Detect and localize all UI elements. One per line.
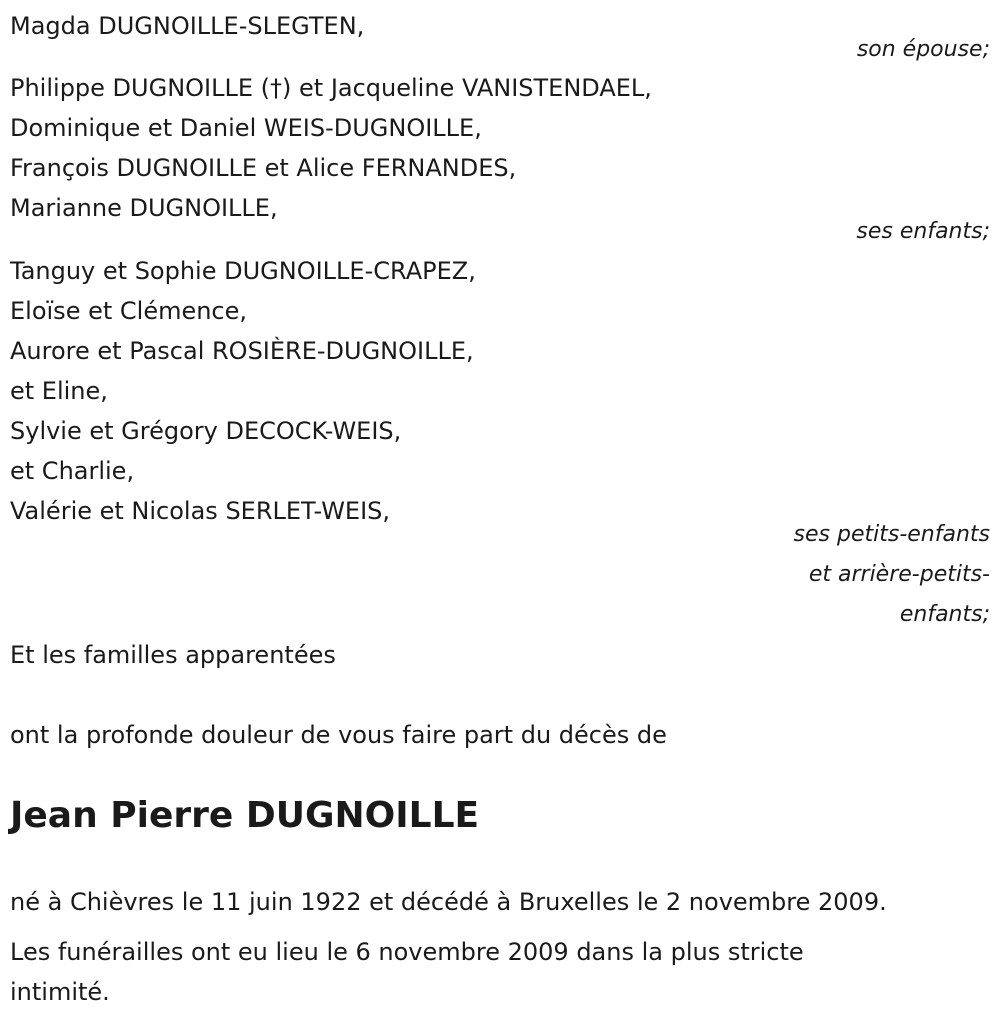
deceased-name: Jean Pierre DUGNOILLE	[10, 795, 480, 836]
grandchild-name: Aurore et Pascal ROSIÈRE-DUGNOILLE,	[10, 337, 474, 365]
families-line: Et les familles apparentées	[10, 641, 336, 669]
grandchild-name: Sylvie et Grégory DECOCK-WEIS,	[10, 417, 402, 445]
child-name: Marianne DUGNOILLE,	[10, 194, 278, 222]
spouse-name: Magda DUGNOILLE-SLEGTEN,	[10, 12, 365, 40]
funeral-line: Les funérailles ont eu lieu le 6 novembre 2009 dans la plus stricte intimité.	[10, 938, 804, 1006]
grandchildren-role: ses petits-enfants	[793, 522, 990, 547]
grandchild-name: et Eline,	[10, 377, 108, 405]
birth-death-line: né à Chièvres le 11 juin 1922 et décédé à Bruxelles le 2 novembre 2009.	[10, 888, 887, 916]
child-name: François DUGNOILLE et Alice FERNANDES,	[10, 154, 517, 182]
spouse-role: son épouse;	[856, 37, 990, 62]
child-name: Philippe DUGNOILLE (†) et Jacqueline VANISTENDAEL,	[10, 74, 652, 102]
grandchildren-role: enfants;	[899, 602, 990, 627]
grandchild-name: Tanguy et Sophie DUGNOILLE-CRAPEZ,	[10, 257, 476, 285]
grandchildren-role: et arrière-petits-	[808, 562, 990, 587]
announcement: ont la profonde douleur de vous faire part du décès de	[10, 721, 667, 749]
grandchild-name: et Charlie,	[10, 457, 135, 485]
children-role: ses enfants;	[856, 219, 990, 244]
grandchild-name: Eloïse et Clémence,	[10, 297, 248, 325]
child-name: Dominique et Daniel WEIS-DUGNOILLE,	[10, 114, 482, 142]
grandchild-name: Valérie et Nicolas SERLET-WEIS,	[10, 497, 391, 525]
